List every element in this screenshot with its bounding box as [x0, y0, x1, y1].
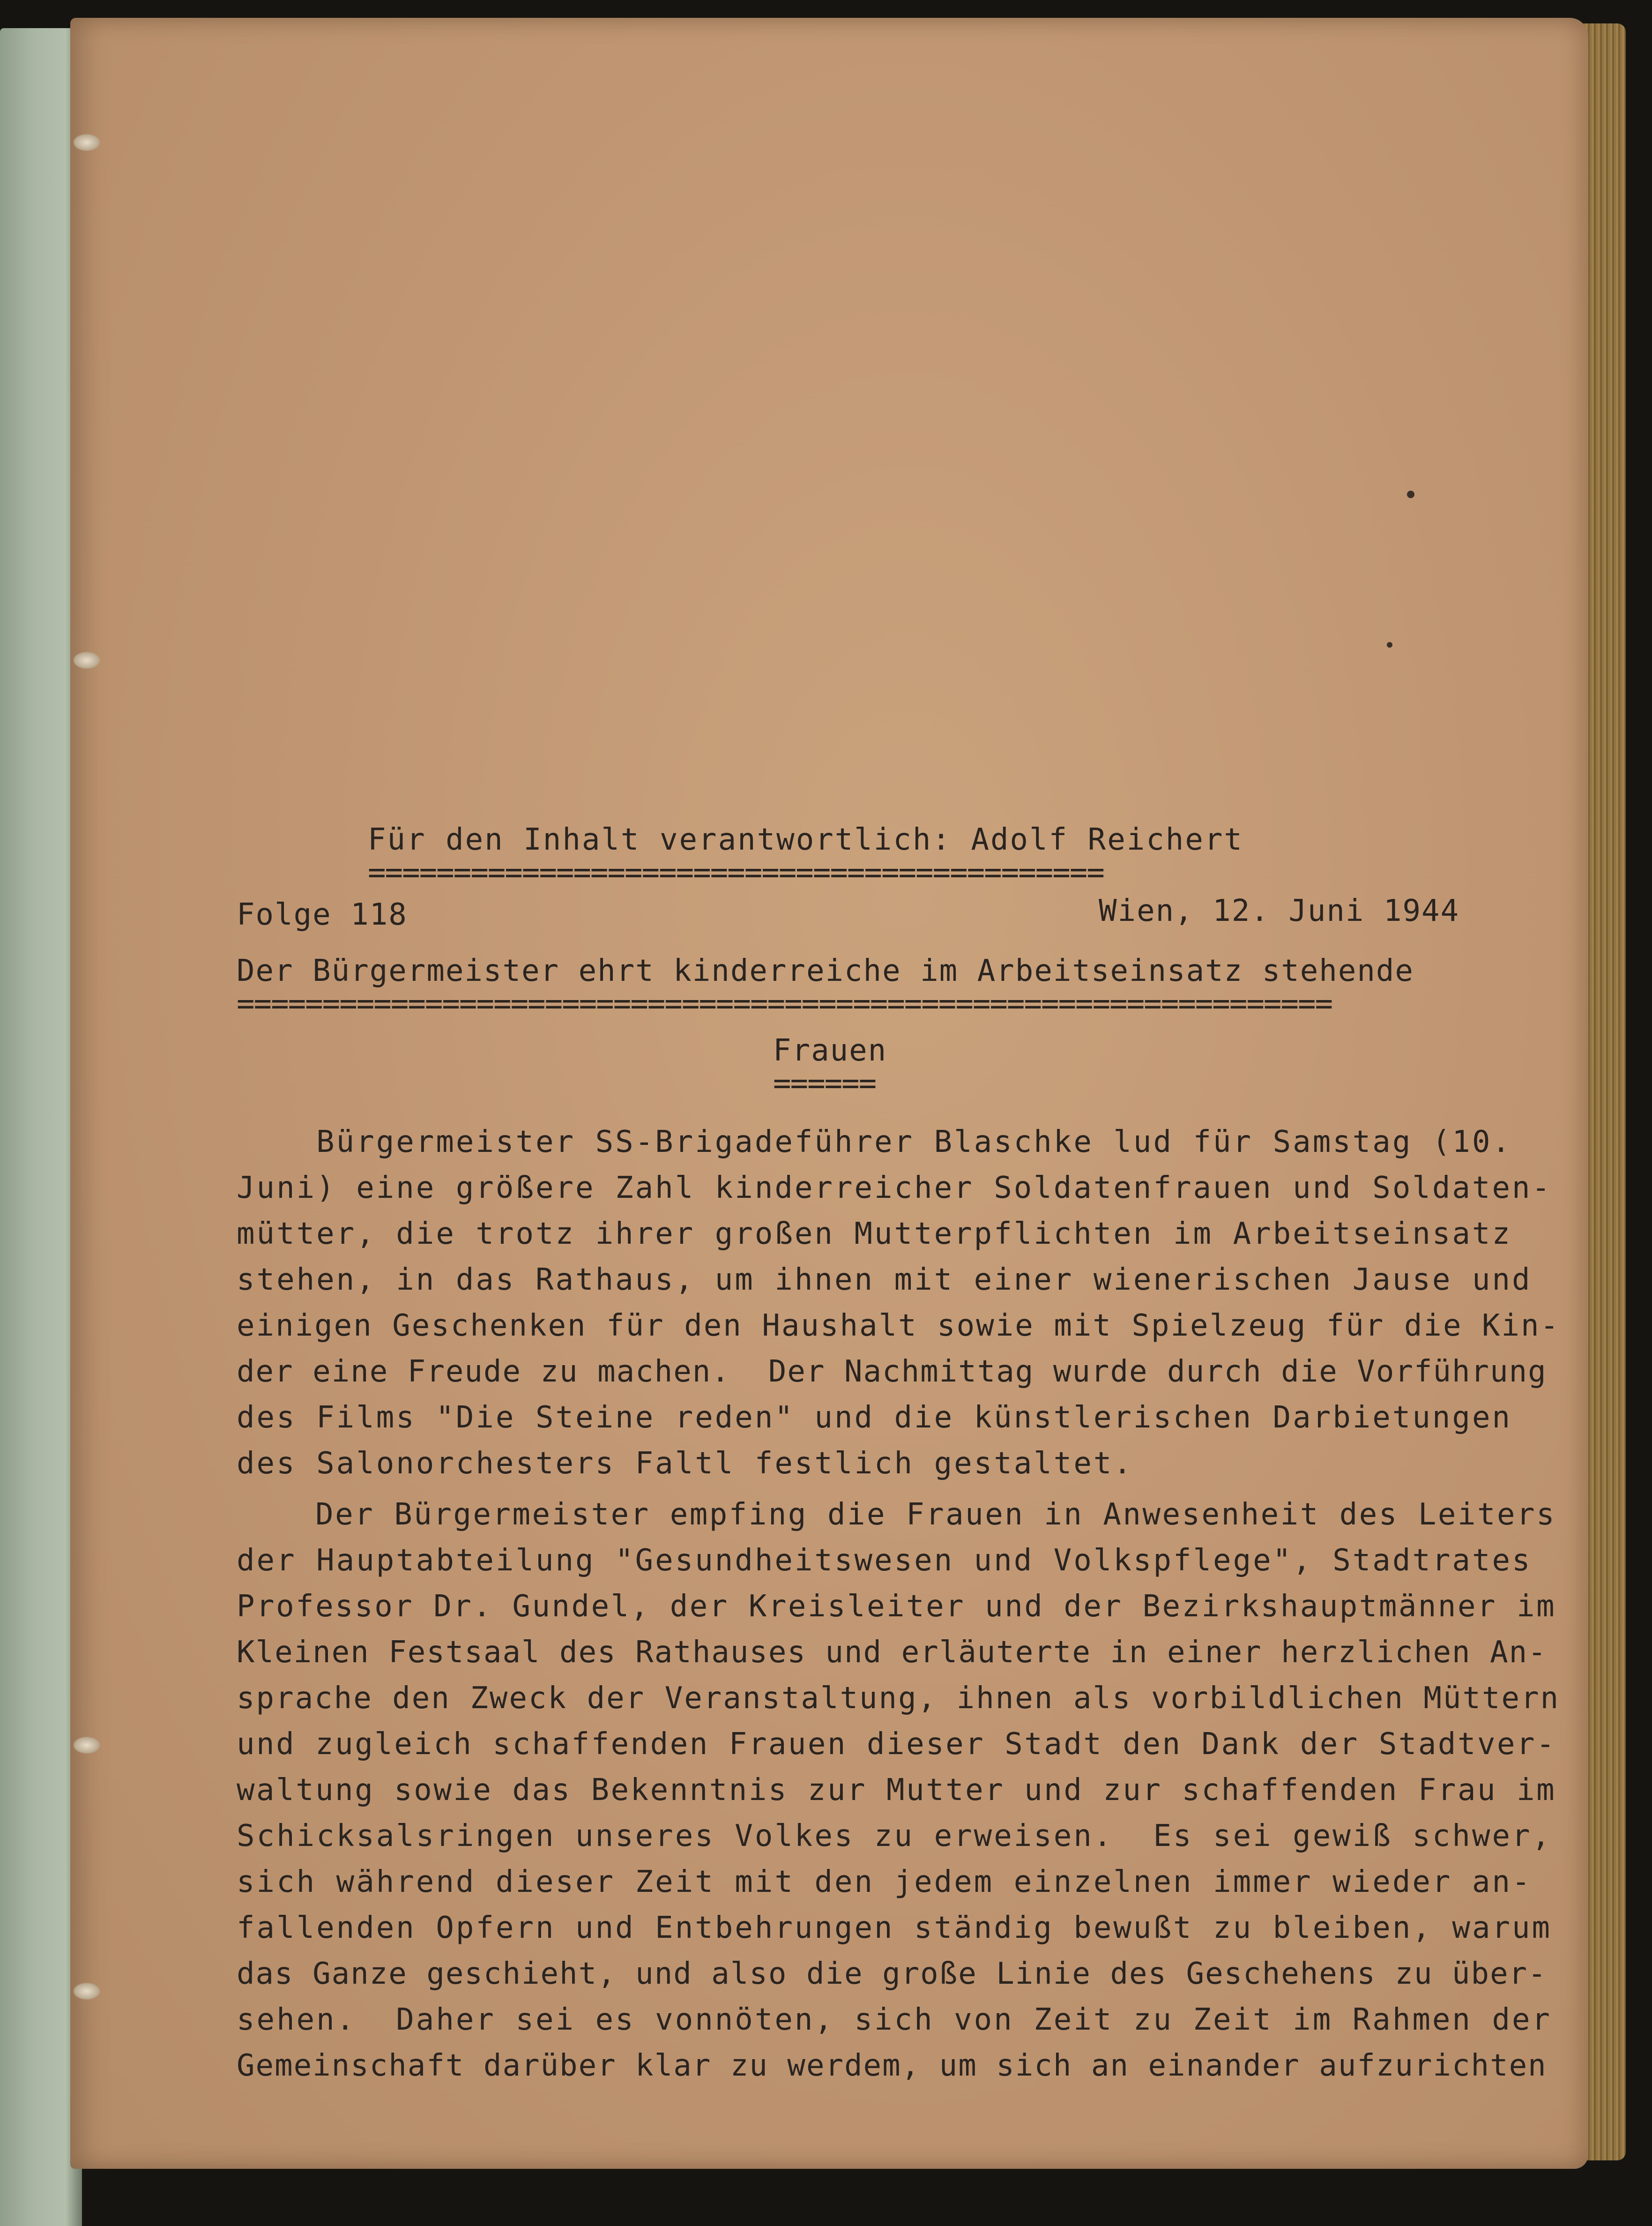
facing-page-edge: [0, 28, 82, 2226]
place-date: Wien, 12. Juni 1944: [1099, 894, 1460, 928]
body-line: des Salonorchesters Faltl festlich gestaltet.: [237, 1446, 1133, 1481]
headline-line-1: Der Bürgermeister ehrt kinderreiche im Arbeitseinsatz stehende: [237, 954, 1414, 988]
body-line: Schicksalsringen unseres Volkes zu erweisen. Es sei gewiß schwer,: [237, 1819, 1552, 1853]
binding-hole: [73, 1982, 101, 2000]
body-line: des Films "Die Steine reden" und die künstlerischen Darbietungen: [237, 1400, 1512, 1435]
body-line: stehen, in das Rathaus, um ihnen mit einer wienerischen Jause und: [237, 1262, 1532, 1297]
headline-underline-1: ================================================================: [237, 989, 1332, 1019]
body-line: und zugleich schaffenden Frauen dieser Stadt den Dank der Stadtver-: [237, 1727, 1556, 1762]
headline-underline-2: ======: [773, 1068, 876, 1098]
body-line: das Ganze geschieht, und also die große Linie des Geschehens zu über-: [237, 1957, 1547, 1991]
body-line: sehen. Daher sei es vonnöten, sich von Zeit zu Zeit im Rahmen der: [237, 2002, 1552, 2037]
body-line: sprache den Zweck der Veranstaltung, ihnen als vorbildlichen Müttern: [237, 1681, 1560, 1716]
body-line: Bürgermeister SS-Brigadeführer Blaschke lud für Samstag (10.: [237, 1125, 1512, 1159]
body-line: der eine Freude zu machen. Der Nachmittag wurde durch die Vorführung: [237, 1354, 1547, 1389]
body-line: Professor Dr. Gundel, der Kreisleiter und der Bezirkshauptmänner im: [237, 1589, 1556, 1624]
responsibility-line: Für den Inhalt verantwortlich: Adolf Reichert: [368, 822, 1243, 857]
responsibility-underline: ===========================================: [368, 858, 1104, 888]
body-line: mütter, die trotz ihrer großen Mutterpflichten im Arbeitseinsatz: [237, 1217, 1512, 1251]
binding-hole: [73, 651, 101, 669]
binding-hole: [73, 134, 101, 151]
body-line: fallenden Opfern und Entbehrungen ständig bewußt zu bleiben, warum: [237, 1911, 1552, 1945]
body-line: waltung sowie das Bekenntnis zur Mutter und zur schaffenden Frau im: [237, 1773, 1556, 1808]
paper-speck: [1407, 491, 1414, 498]
body-line: Gemeinschaft darüber klar zu werdem, um sich an einander aufzurichten: [237, 2048, 1547, 2083]
body-line: Kleinen Festsaal des Rathauses und erläuterte in einer herzlichen An-: [237, 1635, 1547, 1670]
paper-speck: [1387, 642, 1392, 648]
body-line: einigen Geschenken für den Haushalt sowie mit Spielzeug für die Kin-: [237, 1308, 1560, 1343]
headline-line-2: Frauen: [773, 1033, 887, 1068]
body-line: Der Bürgermeister empfing die Frauen in Anwesenheit des Leiters: [237, 1497, 1556, 1532]
body-line: sich während dieser Zeit mit den jedem einzelnen immer wieder an-: [237, 1865, 1532, 1899]
body-line: der Hauptabteilung "Gesundheitswesen und Volkspflege", Stadtrates: [237, 1543, 1532, 1578]
binding-hole: [73, 1736, 101, 1754]
body-line: Juni) eine größere Zahl kinderreicher Soldatenfrauen und Soldaten-: [237, 1171, 1552, 1205]
issue-number: Folge 118: [237, 897, 408, 932]
